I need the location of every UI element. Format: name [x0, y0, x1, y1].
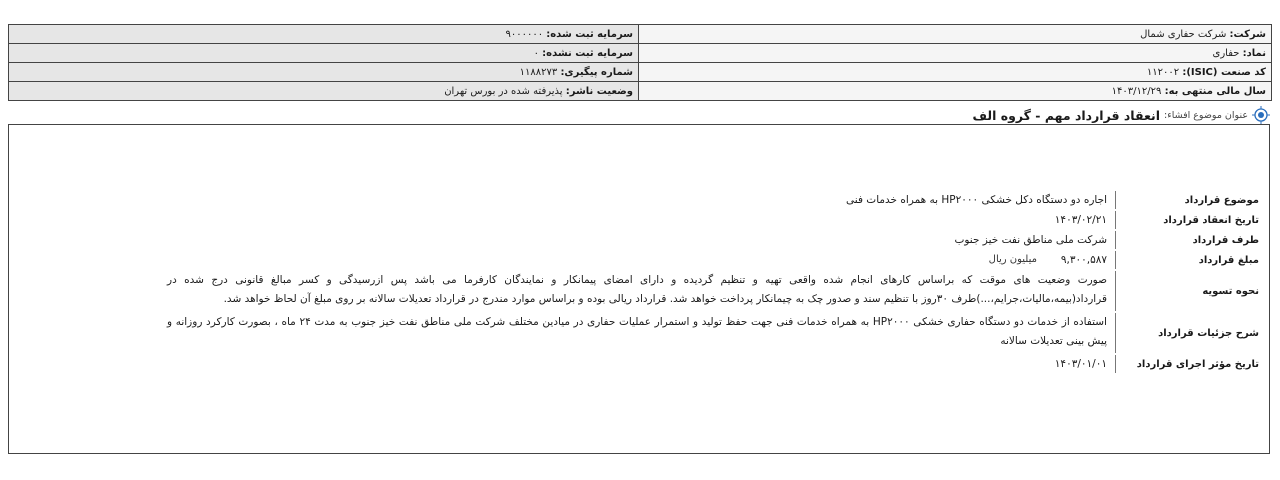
issuer-status-cell [9, 82, 639, 101]
issuer-status-value: پذیرفته شده در بورس تهران [444, 85, 563, 97]
disclosure-title: انعقاد قرارداد مهم - گروه الف [972, 107, 1161, 123]
contract-amount-value: ۹,۳۰۰,۵۸۷ [1060, 254, 1107, 266]
company-value: شرکت حفاری شمال [1140, 28, 1227, 40]
unregistered-capital-cell [9, 44, 639, 63]
settlement-row [159, 271, 1263, 311]
target-icon [1252, 106, 1270, 124]
symbol-cell [639, 44, 1272, 63]
effective-date-label: تاریخ مؤثر اجرای قرارداد [1115, 355, 1263, 373]
effective-date-value: ۱۴۰۳/۰۱/۰۱ [1054, 358, 1107, 370]
contract-subject-row [159, 191, 1263, 209]
issuer-status-label: وضعیت ناشر: [565, 85, 633, 97]
contract-details-row [159, 313, 1263, 353]
isic-cell [639, 63, 1272, 82]
symbol-value: حفاری [1212, 47, 1240, 59]
contract-details-label: شرح جزئیات قرارداد [1115, 313, 1263, 353]
contract-amount-row [159, 251, 1263, 269]
settlement-label: نحوه تسویه [1115, 271, 1263, 311]
unregistered-capital-value: ۰ [533, 47, 539, 59]
contract-amount-label: مبلغ قرارداد [1115, 251, 1263, 269]
disclosure-title-row [973, 104, 1270, 126]
fiscal-year-cell [639, 82, 1272, 101]
contract-date-value: ۱۴۰۳/۰۲/۲۱ [1054, 214, 1107, 226]
unregistered-capital-label: سرمایه ثبت نشده: [542, 47, 633, 59]
info-row [9, 82, 1272, 101]
contract-details-box [8, 124, 1270, 454]
info-row [9, 44, 1272, 63]
contract-party-label: طرف قرارداد [1115, 231, 1263, 249]
disclosure-title-prefix: عنوان موضوع افشاء: [1164, 109, 1248, 121]
symbol-label: نماد: [1242, 47, 1266, 59]
effective-date-row [159, 355, 1263, 373]
info-row [9, 63, 1272, 82]
contract-subject-value: اجاره دو دستگاه دکل خشکی HP۲۰۰۰ به همراه خدمات فنی [846, 194, 1107, 206]
contract-amount-unit: میلیون ریال [988, 254, 1037, 265]
contract-details-value: استفاده از خدمات دو دستگاه حفاری خشکی HP۲۰۰۰ به همراه خدمات فنی جهت حفظ تولید و استمرار عملیات حفاری در میادین مختلف شرکت ملی مناطق نفت خیز جنوب به مدت ۲۴ ماه ، بصورت کارکرد روزانه و پیش بینی تعدیلات سالانه [167, 316, 1107, 347]
isic-label: کد صنعت (ISIC): [1182, 66, 1266, 78]
fiscal-year-label: سال مالی منتهی به: [1164, 85, 1266, 97]
contract-details-list [159, 191, 1263, 375]
info-row [9, 25, 1272, 44]
contract-date-row [159, 211, 1263, 229]
contract-amount-value-cell [981, 251, 1115, 269]
company-label: شرکت: [1229, 28, 1266, 40]
tracking-number-cell [9, 63, 639, 82]
company-cell [639, 25, 1272, 44]
settlement-value: صورت وضعیت های موقت که براساس کارهای انجام شده واقعی تهیه و تنظیم گردیده و دارای امضای پیمانکار و نمایندگان کارفرما می باشد پس ازرسیدگی و کسر مبالغ قانونی درج شده در قرارداد(بیمه،مالیات،جرایم،...)طرف ۳۰روز با تنظیم سند و صدور چک به چیمانکار پرداخت خواهد شد. قرارداد ریالی بوده و براساس موارد مندرج در قرارداد تعدیلات سالانه بر روی مبلغ آن لحاظ خواهد شد. [167, 274, 1107, 305]
registered-capital-cell [9, 25, 639, 44]
contract-date-label: تاریخ انعقاد قرارداد [1115, 211, 1263, 229]
fiscal-year-value: ۱۴۰۳/۱۲/۲۹ [1111, 85, 1162, 97]
registered-capital-label: سرمایه ثبت شده: [546, 28, 633, 40]
company-info-table [8, 24, 1272, 101]
tracking-number-value: ۱۱۸۸۲۷۳ [519, 66, 558, 78]
contract-party-row [159, 231, 1263, 249]
contract-party-value: شرکت ملی مناطق نفت خیز جنوب [954, 234, 1107, 246]
contract-subject-label: موضوع قرارداد [1115, 191, 1263, 209]
tracking-number-label: شماره پیگیری: [560, 66, 633, 78]
isic-value: ۱۱۲۰۰۲ [1146, 66, 1180, 78]
registered-capital-value: ۹۰۰۰۰۰۰ [505, 28, 544, 40]
